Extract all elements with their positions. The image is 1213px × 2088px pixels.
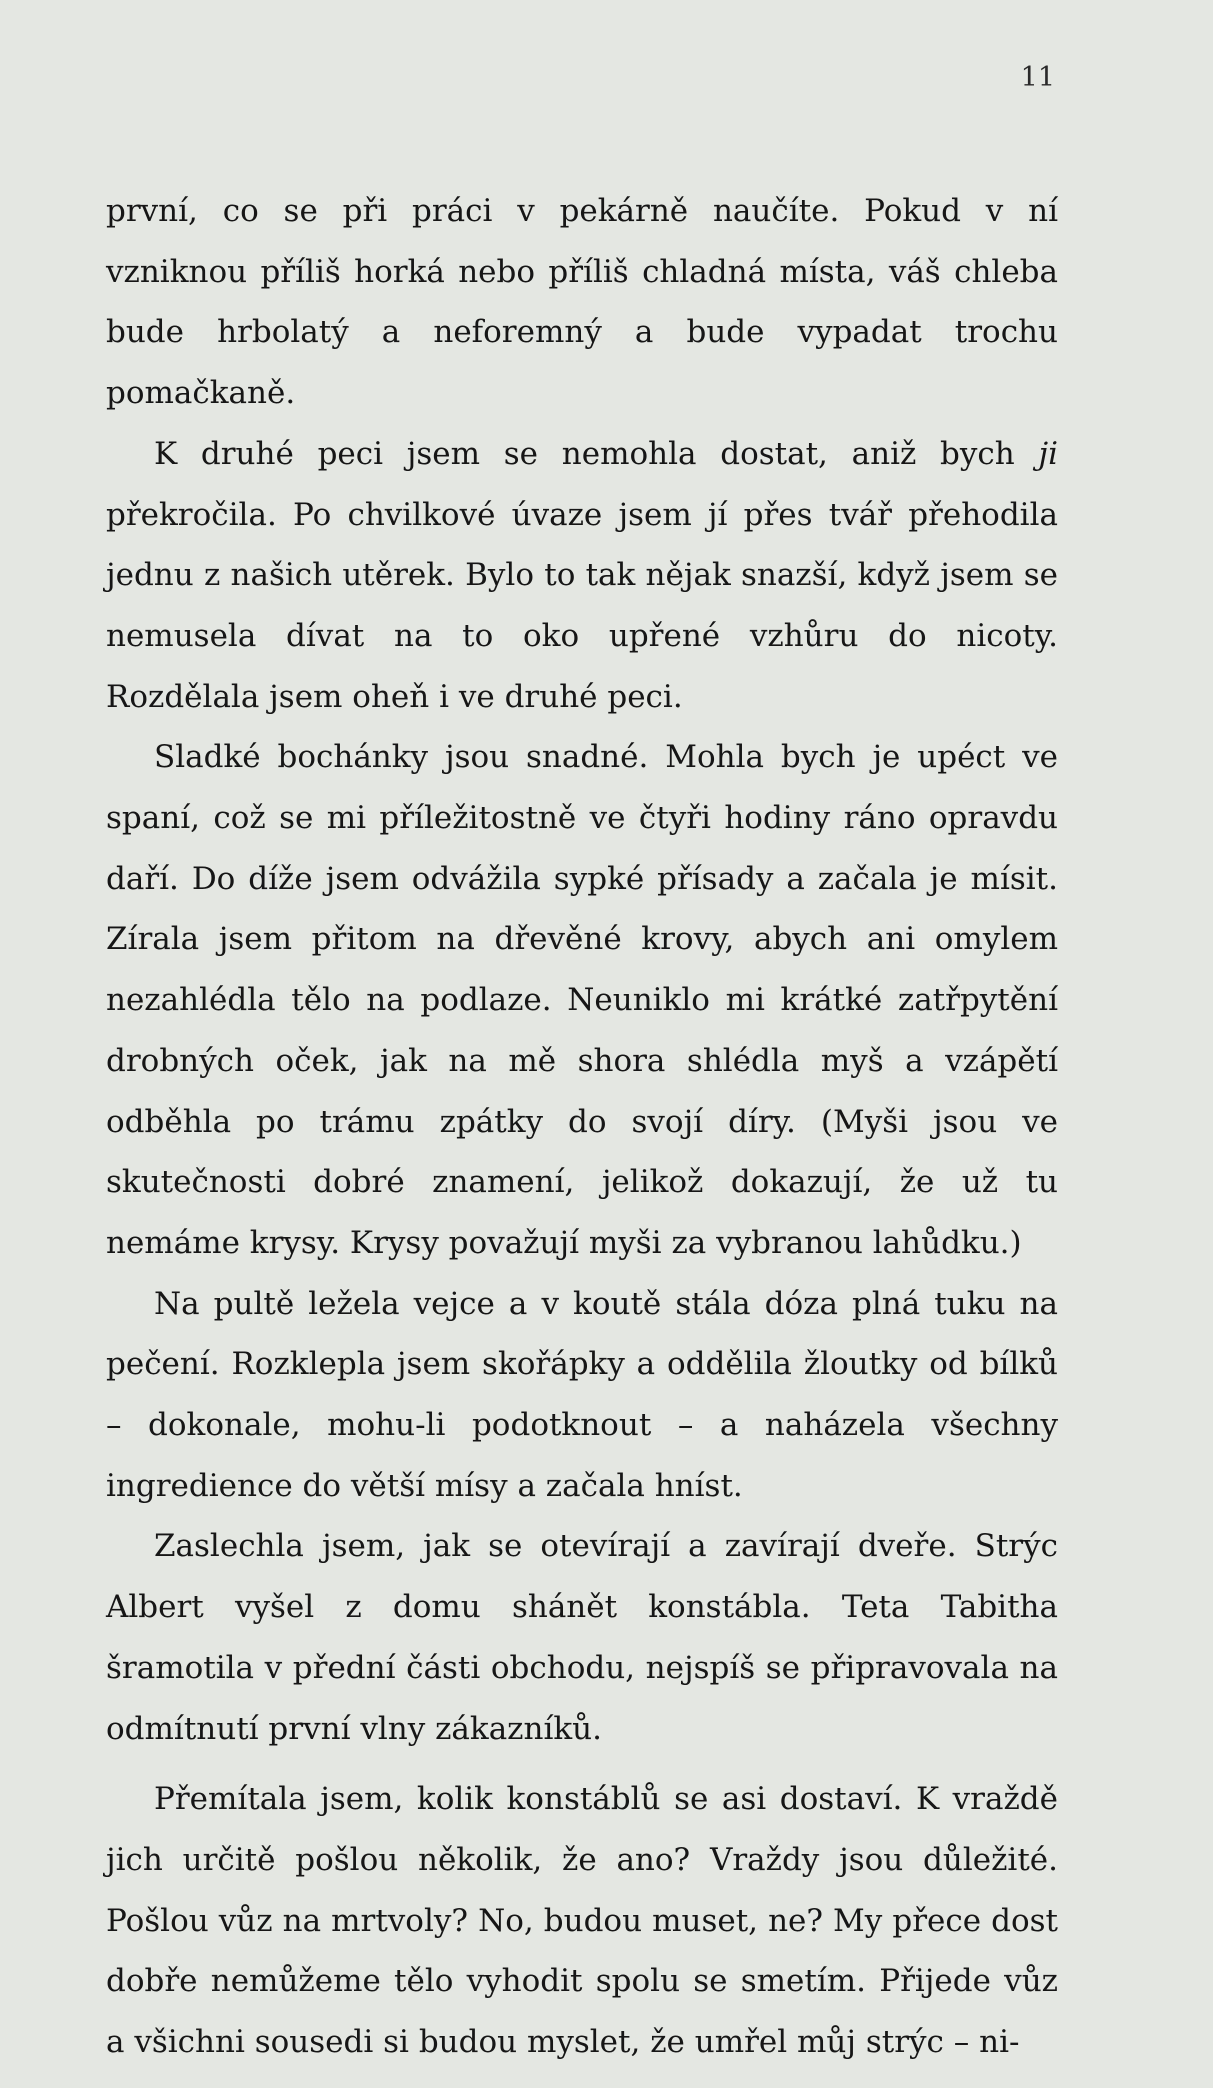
paragraph-2-start: K druhé peci jsem se nemohla dostat, aniž bych <box>154 435 1039 472</box>
paragraph-2-end: překročila. Po chvilkové úvaze jsem jí přes tvář přehodila jednu z našich utěrek. Bylo to tak nějak snazší, když jsem se nemusela dívat na to oko upřené vzhůru do nicoty. Rozdělala jsem oheň i ve druhé peci. <box>106 496 1058 715</box>
paragraph-5: Zaslechla jsem, jak se otevírají a zavírají dveře. Strýc Albert vyšel z domu shánět konstábla. Teta Tabitha šramotila v přední části obchodu, nejspíš se připravovala na odmítnutí první vlny zákazníků. <box>106 1528 1058 1747</box>
paragraph-4: Na pultě ležela vejce a v koutě stála dóza plná tuku na pečení. Rozklepla jsem skořápky a oddělila žloutky od bílků – dokonale, mohu-li podotknout – a naházela všechny ingredience do větší mísy a začala hníst. <box>106 1285 1058 1504</box>
body-text <box>106 181 1058 2073</box>
paragraph-6: Přemítala jsem, kolik konstáblů se asi dostaví. K vraždě jich určitě pošlou několik, že ano? Vraždy jsou důležité. Pošlou vůz na mrtvoly? No, budou muset, ne? My přece dost dobře nemůžeme tělo vyhodit spolu se smetím. Přijede vůz a všichni sousedi si budou myslet, že umřel můj strýc – ni- <box>106 1781 1058 2061</box>
paragraph-2 <box>106 424 1058 728</box>
paragraph-3: Sladké bochánky jsou snadné. Mohla bych je upéct ve spaní, což se mi příležitostně ve čtyři hodiny ráno opravdu daří. Do díže jsem odvážila sypké přísady a začala je mísit. Zírala jsem přitom na dřevěné krovy, abych ani omylem nezahlédla tělo na podlaze. Neuniklo mi krátké zatřpytění drobných oček, jak na mě shora shlédla myš a vzápětí odběhla po trámu zpátky do svojí díry. (Myši jsou ve skutečnosti dobré znamení, jelikož dokazují, že už tu nemáme krysy. Krysy považují myši za vybranou lahůdku.) <box>106 739 1058 1261</box>
paragraph-2-emphasis: ji <box>1038 435 1058 472</box>
page-number: 11 <box>1020 62 1055 93</box>
paragraph-1: první, co se při práci v pekárně naučíte. Pokud v ní vzniknou příliš horká nebo příliš chladná místa, váš chleba bude hrbolatý a neforemný a bude vypadat trochu pomačkaně. <box>106 193 1058 412</box>
